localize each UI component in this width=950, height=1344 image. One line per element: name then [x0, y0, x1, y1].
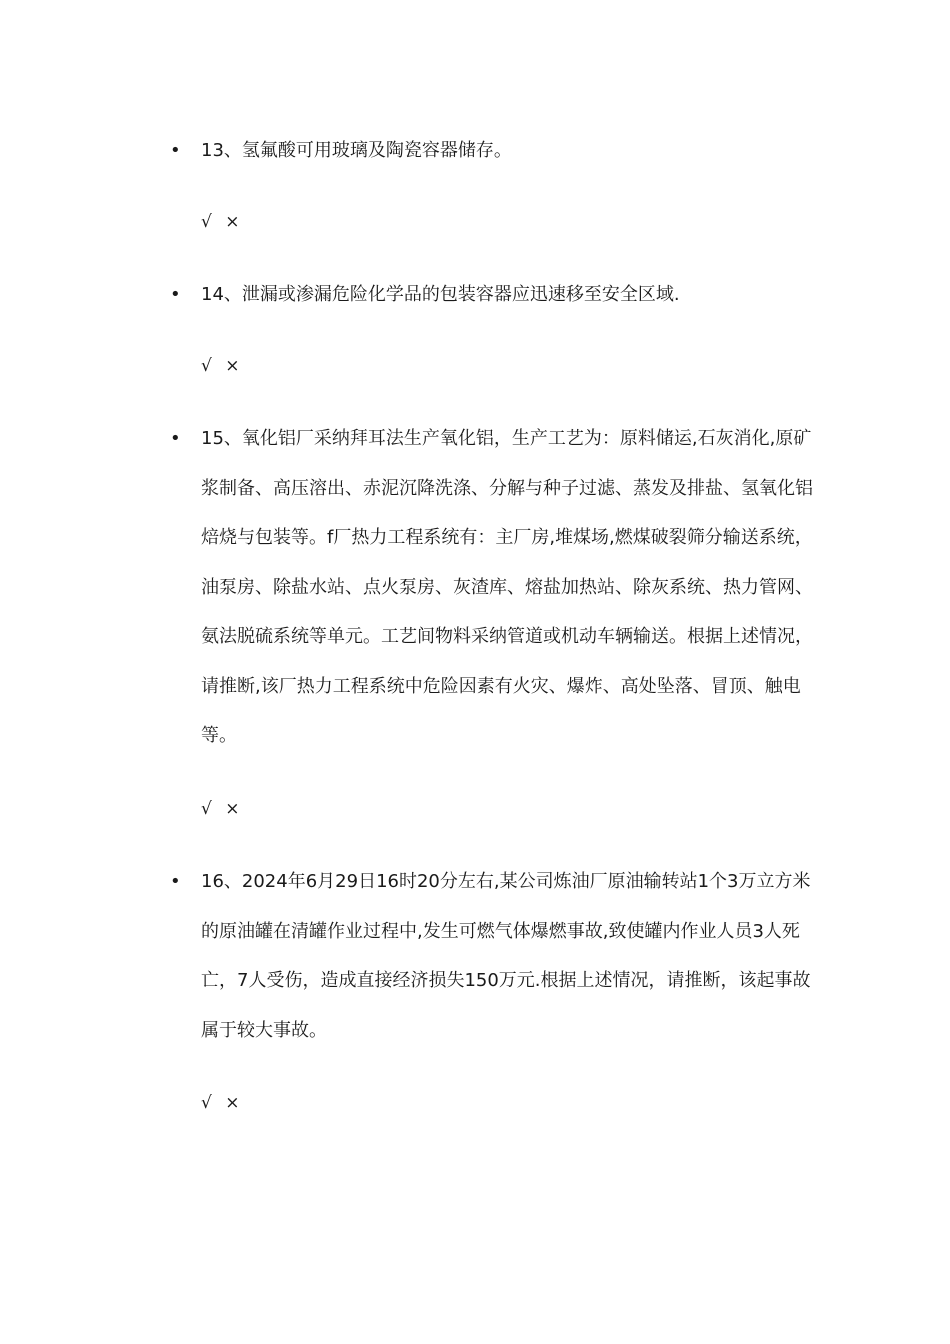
question-text: 15、氧化铝厂采纳拜耳法生产氧化铝，生产工艺为：原料储运,石灰消化,原矿浆制备、高压溶出、赤泥沉降洗涤、分解与种子过滤、蒸发及排盐、氢氧化铝焙烧与包装等。f厂热力工程系统有：主厂房,堆煤场,燃煤破裂筛分输送系统，油泵房、除盐水站、点火泵房、灰渣库、熔盐加热站、除灰系统、热力管网、氨法脱硫系统等单元。工艺间物料采纳管道或机动车辆输送。根据上述情况，请推断,该厂热力工程系统中危险因素有火灾、爆炸、高处坠落、冒顶、触电等。	[201, 428, 813, 746]
answer-options-15	[201, 797, 240, 821]
true-option[interactable]: √	[201, 1093, 212, 1113]
answer-options-16	[201, 1091, 240, 1115]
true-option[interactable]: √	[201, 799, 212, 819]
false-option[interactable]: ×	[225, 212, 240, 232]
answer-options-14	[201, 354, 240, 378]
false-option[interactable]: ×	[225, 799, 240, 819]
answer-options-13	[201, 210, 240, 234]
bullet-icon: •	[170, 140, 181, 161]
bullet-icon: •	[170, 428, 181, 449]
true-option[interactable]: √	[201, 356, 212, 376]
question-text: 13、氢氟酸可用玻璃及陶瓷容器储存。	[201, 140, 512, 161]
false-option[interactable]: ×	[225, 356, 240, 376]
question-text: 16、2024年6月29日16时20分左右,某公司炼油厂原油输转站1个3万立方米的原油罐在清罐作业过程中,发生可燃气体爆燃事故,致使罐内作业人员3人死亡，7人受伤，造成直接经济损失150万元.根据上述情况，请推断，该起事故属于较大事故。	[201, 871, 811, 1041]
question-text: 14、泄漏或渗漏危险化学品的包装容器应迅速移至安全区域.	[201, 284, 680, 305]
false-option[interactable]: ×	[225, 1093, 240, 1113]
true-option[interactable]: √	[201, 212, 212, 232]
bullet-icon: •	[170, 871, 181, 892]
bullet-icon: •	[170, 284, 181, 305]
